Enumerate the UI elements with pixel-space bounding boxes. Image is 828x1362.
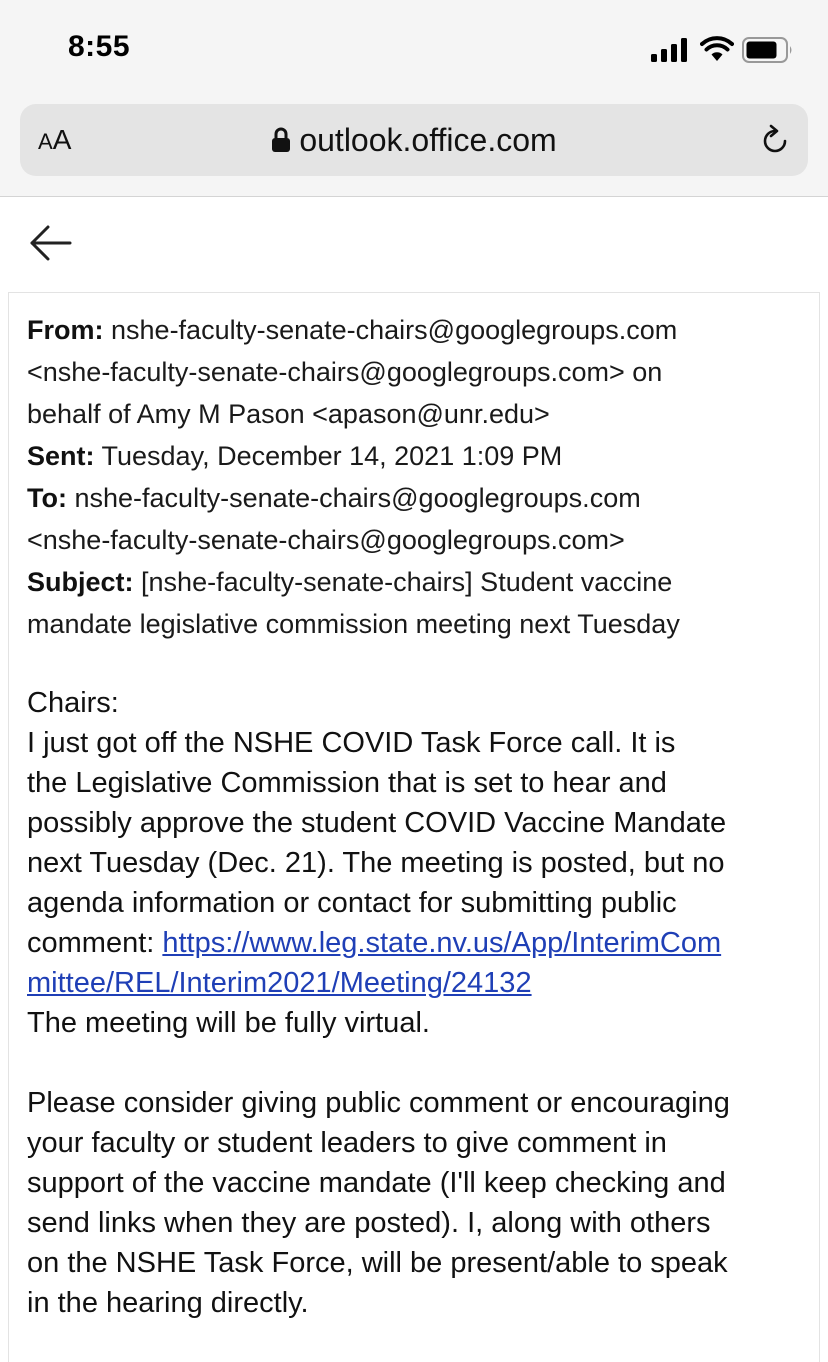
from-label: From: <box>27 315 104 345</box>
body-line: send links when they are posted). I, along with others <box>27 1207 711 1239</box>
body-line: Please consider giving public comment or encouraging <box>27 1087 730 1119</box>
meeting-link-part-1[interactable]: https://www.leg.state.nv.us/App/InterimCom <box>162 927 722 959</box>
from-line-2: <nshe-faculty-senate-chairs@googlegroups.com> on <box>27 357 663 387</box>
sent-label: Sent: <box>27 441 95 471</box>
status-bar <box>0 0 828 100</box>
to-label: To: <box>27 483 67 513</box>
subject-row <box>27 561 813 603</box>
from-line-3: behalf of Amy M Pason <apason@unr.edu> <box>27 399 550 429</box>
comment-line <box>27 923 817 963</box>
subject-line-1: [nshe-faculty-senate-chairs] Student vaccine <box>141 567 673 597</box>
body-line: possibly approve the student COVID Vaccine Mandate <box>27 807 727 839</box>
lock-icon <box>271 127 291 153</box>
url-display[interactable] <box>20 122 808 159</box>
comment-prefix: comment: <box>27 927 163 959</box>
subject-line-2: mandate legislative commission meeting next Tuesday <box>27 609 680 639</box>
greeting: Chairs: <box>27 687 119 719</box>
browser-toolbar <box>0 100 828 197</box>
link-continuation-line <box>27 963 817 1003</box>
body-line: next Tuesday (Dec. 21). The meeting is posted, but no <box>27 847 725 879</box>
email-message <box>8 292 820 1362</box>
meeting-link-part-2[interactable]: mittee/REL/Interim2021/Meeting/24132 <box>27 967 532 999</box>
back-arrow-icon[interactable] <box>28 223 72 263</box>
body-line: on the NSHE Task Force, will be present/able to speak <box>27 1247 728 1279</box>
body-line: your faculty or student leaders to give comment in <box>27 1127 667 1159</box>
body-line: support of the vaccine mandate (I'll keep checking and <box>27 1167 726 1199</box>
url-text: outlook.office.com <box>299 122 557 158</box>
battery-icon <box>742 37 794 63</box>
from-row <box>27 309 813 351</box>
reload-icon[interactable] <box>758 124 792 158</box>
to-line-2: <nshe-faculty-senate-chairs@googlegroups.com> <box>27 525 625 555</box>
paragraph-gap <box>27 1043 817 1083</box>
reader-label-big: A <box>52 124 72 155</box>
body-line: I just got off the NSHE COVID Task Force call. It is <box>27 727 676 759</box>
to-row <box>27 477 813 519</box>
email-body <box>27 683 817 1323</box>
body-line: in the hearing directly. <box>27 1287 309 1319</box>
address-bar[interactable] <box>20 104 808 176</box>
body-line: the Legislative Commission that is set to hear and <box>27 767 667 799</box>
body-line: agenda information or contact for submitting public <box>27 887 677 919</box>
wifi-icon <box>700 36 734 62</box>
virtual-meeting-line: The meeting will be fully virtual. <box>27 1007 430 1039</box>
status-time: 8:55 <box>68 30 131 63</box>
sent-row <box>27 435 813 477</box>
from-line-1: nshe-faculty-senate-chairs@googlegroups.com <box>111 315 678 345</box>
message-nav-bar <box>0 197 828 291</box>
subject-label: Subject: <box>27 567 134 597</box>
signal-icon <box>651 38 691 62</box>
reader-label-small: A <box>38 129 53 154</box>
sent-value: Tuesday, December 14, 2021 1:09 PM <box>101 441 563 471</box>
forwarded-header <box>27 309 813 645</box>
to-line-1: nshe-faculty-senate-chairs@googlegroups.com <box>74 483 641 513</box>
